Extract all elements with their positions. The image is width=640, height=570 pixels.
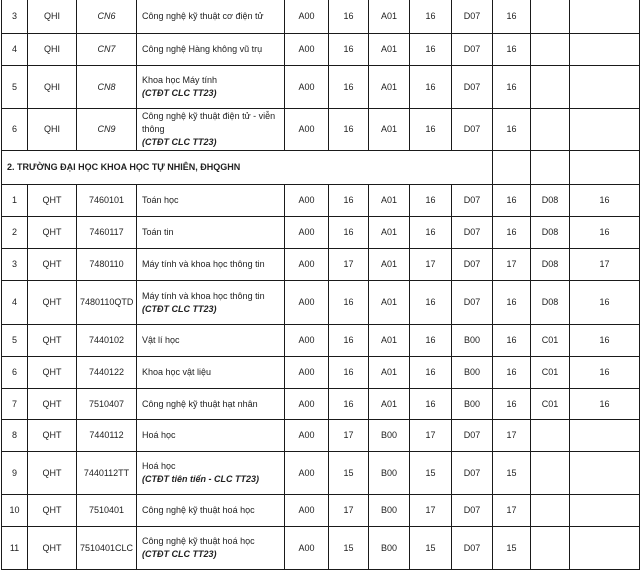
school-code: QHT [28, 249, 77, 281]
combo-1: A00 [285, 527, 329, 570]
score-1: 16 [329, 109, 369, 151]
row-number: 8 [2, 420, 28, 452]
school-code: QHI [28, 0, 77, 34]
score-2: 16 [410, 281, 452, 325]
program-note: (CTĐT CLC TT23) [142, 549, 217, 559]
combo-4: D08 [531, 217, 570, 249]
score-1: 16 [329, 217, 369, 249]
combo-2: A01 [369, 66, 410, 109]
row-number: 6 [2, 109, 28, 151]
table-section [2, 151, 640, 185]
score-1: 16 [329, 34, 369, 66]
combo-1: A00 [285, 66, 329, 109]
combo-4: D08 [531, 249, 570, 281]
combo-4: D08 [531, 185, 570, 217]
combo-2: A01 [369, 0, 410, 34]
table-row [2, 0, 640, 34]
score-1: 16 [329, 389, 369, 420]
combo-2: B00 [369, 420, 410, 452]
program-name: Công nghệ kỹ thuật điện tử - viễn thông (CTĐT CLC TT23) [137, 109, 285, 151]
program-name: Toán tin [137, 217, 285, 249]
combo-4: C01 [531, 325, 570, 357]
combo-2: A01 [369, 357, 410, 389]
program-name: Vật lí học [137, 325, 285, 357]
combo-4: C01 [531, 357, 570, 389]
score-1: 15 [329, 527, 369, 570]
program-code: CN7 [77, 34, 137, 66]
table-row [2, 452, 640, 495]
combo-3: D07 [452, 185, 493, 217]
table-row [2, 34, 640, 66]
table-row [2, 185, 640, 217]
row-number: 5 [2, 325, 28, 357]
score-4: 16 [570, 217, 640, 249]
combo-3: D07 [452, 420, 493, 452]
table-row [2, 325, 640, 357]
score-3: 16 [493, 281, 531, 325]
table-row [2, 389, 640, 420]
score-3: 15 [493, 452, 531, 495]
combo-4 [531, 34, 570, 66]
program-code: 7480110QTD [77, 281, 137, 325]
program-note: (CTĐT CLC TT23) [142, 88, 217, 98]
combo-4 [531, 109, 570, 151]
combo-2: A01 [369, 109, 410, 151]
combo-4 [531, 527, 570, 570]
score-4: 16 [570, 389, 640, 420]
row-number: 9 [2, 452, 28, 495]
combo-3: D07 [452, 495, 493, 527]
score-1: 15 [329, 452, 369, 495]
combo-1: A00 [285, 495, 329, 527]
program-name: Hoá học (CTĐT tiên tiến - CLC TT23) [137, 452, 285, 495]
combo-2: A01 [369, 249, 410, 281]
program-code: 7510407 [77, 389, 137, 420]
score-3: 16 [493, 325, 531, 357]
score-2: 16 [410, 217, 452, 249]
score-1: 16 [329, 325, 369, 357]
table-row [2, 495, 640, 527]
program-note: (CTĐT tiên tiến - CLC TT23) [142, 474, 259, 484]
score-2: 16 [410, 0, 452, 34]
combo-3: B00 [452, 325, 493, 357]
program-note: (CTĐT CLC TT23) [142, 303, 217, 314]
section-header-row [2, 151, 640, 185]
score-2: 16 [410, 109, 452, 151]
row-number: 7 [2, 389, 28, 420]
table-row [2, 527, 640, 570]
combo-1: A00 [285, 357, 329, 389]
score-2: 17 [410, 420, 452, 452]
combo-3: D07 [452, 0, 493, 34]
program-name: Khoa học vật liệu [137, 357, 285, 389]
combo-4 [531, 0, 570, 34]
school-code: QHT [28, 495, 77, 527]
table-row [2, 357, 640, 389]
score-1: 16 [329, 0, 369, 34]
program-code: 7440122 [77, 357, 137, 389]
row-number: 4 [2, 34, 28, 66]
combo-1: A00 [285, 420, 329, 452]
school-code: QHT [28, 325, 77, 357]
program-code: CN9 [77, 109, 137, 151]
program-name: Khoa học Máy tính (CTĐT CLC TT23) [137, 66, 285, 109]
score-1: 17 [329, 495, 369, 527]
score-2: 16 [410, 66, 452, 109]
combo-4: D08 [531, 281, 570, 325]
program-code: 7460117 [77, 217, 137, 249]
score-3: 16 [493, 109, 531, 151]
table-row [2, 420, 640, 452]
score-1: 17 [329, 420, 369, 452]
combo-3: D07 [452, 109, 493, 151]
program-code: 7460101 [77, 185, 137, 217]
program-code: 7440102 [77, 325, 137, 357]
combo-2: A01 [369, 389, 410, 420]
combo-2: A01 [369, 281, 410, 325]
score-3: 17 [493, 420, 531, 452]
program-code: CN6 [77, 0, 137, 34]
combo-1: A00 [285, 249, 329, 281]
score-4 [570, 495, 640, 527]
section-title: 2. TRƯỜNG ĐẠI HỌC KHOA HỌC TỰ NHIÊN, ĐHQGHN [2, 151, 493, 185]
score-1: 16 [329, 357, 369, 389]
table-row [2, 109, 640, 151]
program-name: Công nghệ kỹ thuật hoá học (CTĐT CLC TT23) [137, 527, 285, 570]
combo-4 [531, 420, 570, 452]
school-code: QHI [28, 109, 77, 151]
school-code: QHT [28, 281, 77, 325]
school-code: QHI [28, 66, 77, 109]
combo-4 [531, 495, 570, 527]
score-4: 16 [570, 325, 640, 357]
score-2: 16 [410, 325, 452, 357]
row-number: 3 [2, 249, 28, 281]
combo-1: A00 [285, 185, 329, 217]
row-number: 3 [2, 0, 28, 34]
score-3: 16 [493, 34, 531, 66]
program-name: Hoá học [137, 420, 285, 452]
row-number: 4 [2, 281, 28, 325]
score-4: 16 [570, 281, 640, 325]
combo-3: D07 [452, 217, 493, 249]
program-code: 7510401CLC [77, 527, 137, 570]
score-4 [570, 66, 640, 109]
score-4: 16 [570, 185, 640, 217]
program-name: Máy tính và khoa học thông tin (CTĐT CLC TT23) [137, 281, 285, 325]
score-2: 17 [410, 249, 452, 281]
table-body-top [2, 0, 640, 151]
table-body-bottom [2, 185, 640, 570]
combo-2: B00 [369, 452, 410, 495]
program-name: Công nghệ kỹ thuật hoá học [137, 495, 285, 527]
program-code: 7440112 [77, 420, 137, 452]
program-code: 7440112TT [77, 452, 137, 495]
school-code: QHT [28, 452, 77, 495]
score-4 [570, 527, 640, 570]
combo-1: A00 [285, 34, 329, 66]
score-3: 16 [493, 389, 531, 420]
combo-4 [531, 452, 570, 495]
combo-2: B00 [369, 495, 410, 527]
score-1: 17 [329, 249, 369, 281]
table-row [2, 281, 640, 325]
school-code: QHT [28, 185, 77, 217]
program-note: (CTĐT CLC TT23) [142, 137, 217, 147]
score-3: 16 [493, 0, 531, 34]
score-4: 16 [570, 357, 640, 389]
combo-2: A01 [369, 185, 410, 217]
combo-4 [531, 66, 570, 109]
combo-2: A01 [369, 325, 410, 357]
row-number: 6 [2, 357, 28, 389]
score-2: 15 [410, 452, 452, 495]
combo-3: D07 [452, 66, 493, 109]
program-code: 7510401 [77, 495, 137, 527]
program-name: Công nghệ kỹ thuật cơ điện tử [137, 0, 285, 34]
combo-4: C01 [531, 389, 570, 420]
combo-2: A01 [369, 34, 410, 66]
program-name: Toán học [137, 185, 285, 217]
combo-3: D07 [452, 281, 493, 325]
row-number: 1 [2, 185, 28, 217]
row-number: 5 [2, 66, 28, 109]
score-1: 16 [329, 66, 369, 109]
school-code: QHT [28, 217, 77, 249]
combo-1: A00 [285, 389, 329, 420]
score-2: 16 [410, 389, 452, 420]
combo-3: D07 [452, 527, 493, 570]
score-2: 16 [410, 34, 452, 66]
score-3: 16 [493, 217, 531, 249]
score-1: 16 [329, 185, 369, 217]
combo-1: A00 [285, 325, 329, 357]
school-code: QHT [28, 389, 77, 420]
row-number: 2 [2, 217, 28, 249]
table-row [2, 249, 640, 281]
program-name: Công nghệ Hàng không vũ trụ [137, 34, 285, 66]
combo-1: A00 [285, 217, 329, 249]
combo-1: A00 [285, 281, 329, 325]
table-row [2, 66, 640, 109]
combo-3: D07 [452, 452, 493, 495]
combo-2: A01 [369, 217, 410, 249]
score-2: 15 [410, 527, 452, 570]
score-3: 17 [493, 495, 531, 527]
school-code: QHT [28, 357, 77, 389]
program-name: Công nghệ kỹ thuật hạt nhân [137, 389, 285, 420]
score-3: 17 [493, 249, 531, 281]
school-code: QHI [28, 34, 77, 66]
score-3: 16 [493, 66, 531, 109]
table-row [2, 217, 640, 249]
score-4: 17 [570, 249, 640, 281]
combo-1: A00 [285, 109, 329, 151]
combo-3: D07 [452, 249, 493, 281]
score-2: 16 [410, 357, 452, 389]
score-2: 17 [410, 495, 452, 527]
score-2: 16 [410, 185, 452, 217]
row-number: 11 [2, 527, 28, 570]
combo-2: B00 [369, 527, 410, 570]
score-3: 16 [493, 357, 531, 389]
program-code: CN8 [77, 66, 137, 109]
combo-3: B00 [452, 357, 493, 389]
combo-3: D07 [452, 34, 493, 66]
score-3: 15 [493, 527, 531, 570]
row-number: 10 [2, 495, 28, 527]
score-3: 16 [493, 185, 531, 217]
score-4 [570, 109, 640, 151]
combo-1: A00 [285, 0, 329, 34]
admission-score-table [1, 0, 640, 570]
score-4 [570, 452, 640, 495]
school-code: QHT [28, 527, 77, 570]
program-name: Máy tính và khoa học thông tin [137, 249, 285, 281]
program-code: 7480110 [77, 249, 137, 281]
score-4 [570, 34, 640, 66]
school-code: QHT [28, 420, 77, 452]
score-4 [570, 420, 640, 452]
combo-1: A00 [285, 452, 329, 495]
score-1: 16 [329, 281, 369, 325]
score-4 [570, 0, 640, 34]
combo-3: B00 [452, 389, 493, 420]
